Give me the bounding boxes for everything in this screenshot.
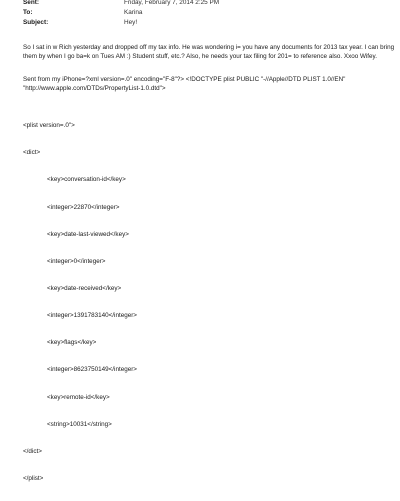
plist-line: <integer>22870</integer> [47,203,120,211]
plist-line: <string>10031</string> [47,420,112,428]
sent-value: Friday, February 7, 2014 2:25 PM [124,0,220,6]
to-label: To: [23,9,33,16]
plist-line: <integer>8623750149</integer> [47,366,137,374]
dict-open: <dict> [23,149,41,157]
plist-line: <integer>0</integer> [47,257,106,265]
dict-close: </dict> [23,447,42,455]
message-signature: Sent from my iPhone=?xml version=.0" encoding="F-8"?> <!DOCTYPE plist PUBLIC "-//Apple//DTD PLIST 1.0//EN" "http://www.apple.com/DTDs/PropertyList-1.0.dtd"> [23,76,346,93]
plist-block [23,103,383,501]
subject-label: Subject: [23,19,49,26]
plist-close: </plist> [23,474,44,482]
message-paragraph: So I sat in w Rich yesterday and dropped off my tax info. He was wondering i= you have any documents for 2013 tax year. I can bring them by when I go ba=k on Tues AM :) Student stuff, etc.? Also, he needs your tax filing for 201= to reference also. Xxoo Wifey. [23,44,395,61]
sent-label: Sent: [23,0,39,6]
plist-line: <key>flags</key> [47,339,97,347]
to-value: Karina [124,9,143,16]
subject-value: Hey! [124,19,138,26]
plist-line: <key>conversation-id</key> [47,176,126,184]
plist-line: <key>date-received</key> [47,284,122,292]
plist-line: <key>date-last-viewed</key> [47,230,129,238]
plist-open: <plist version=.0"> [23,122,75,130]
plist-line: <key>remote-id</key> [47,393,110,401]
plist-line: <integer>1391783140</integer> [47,312,137,320]
